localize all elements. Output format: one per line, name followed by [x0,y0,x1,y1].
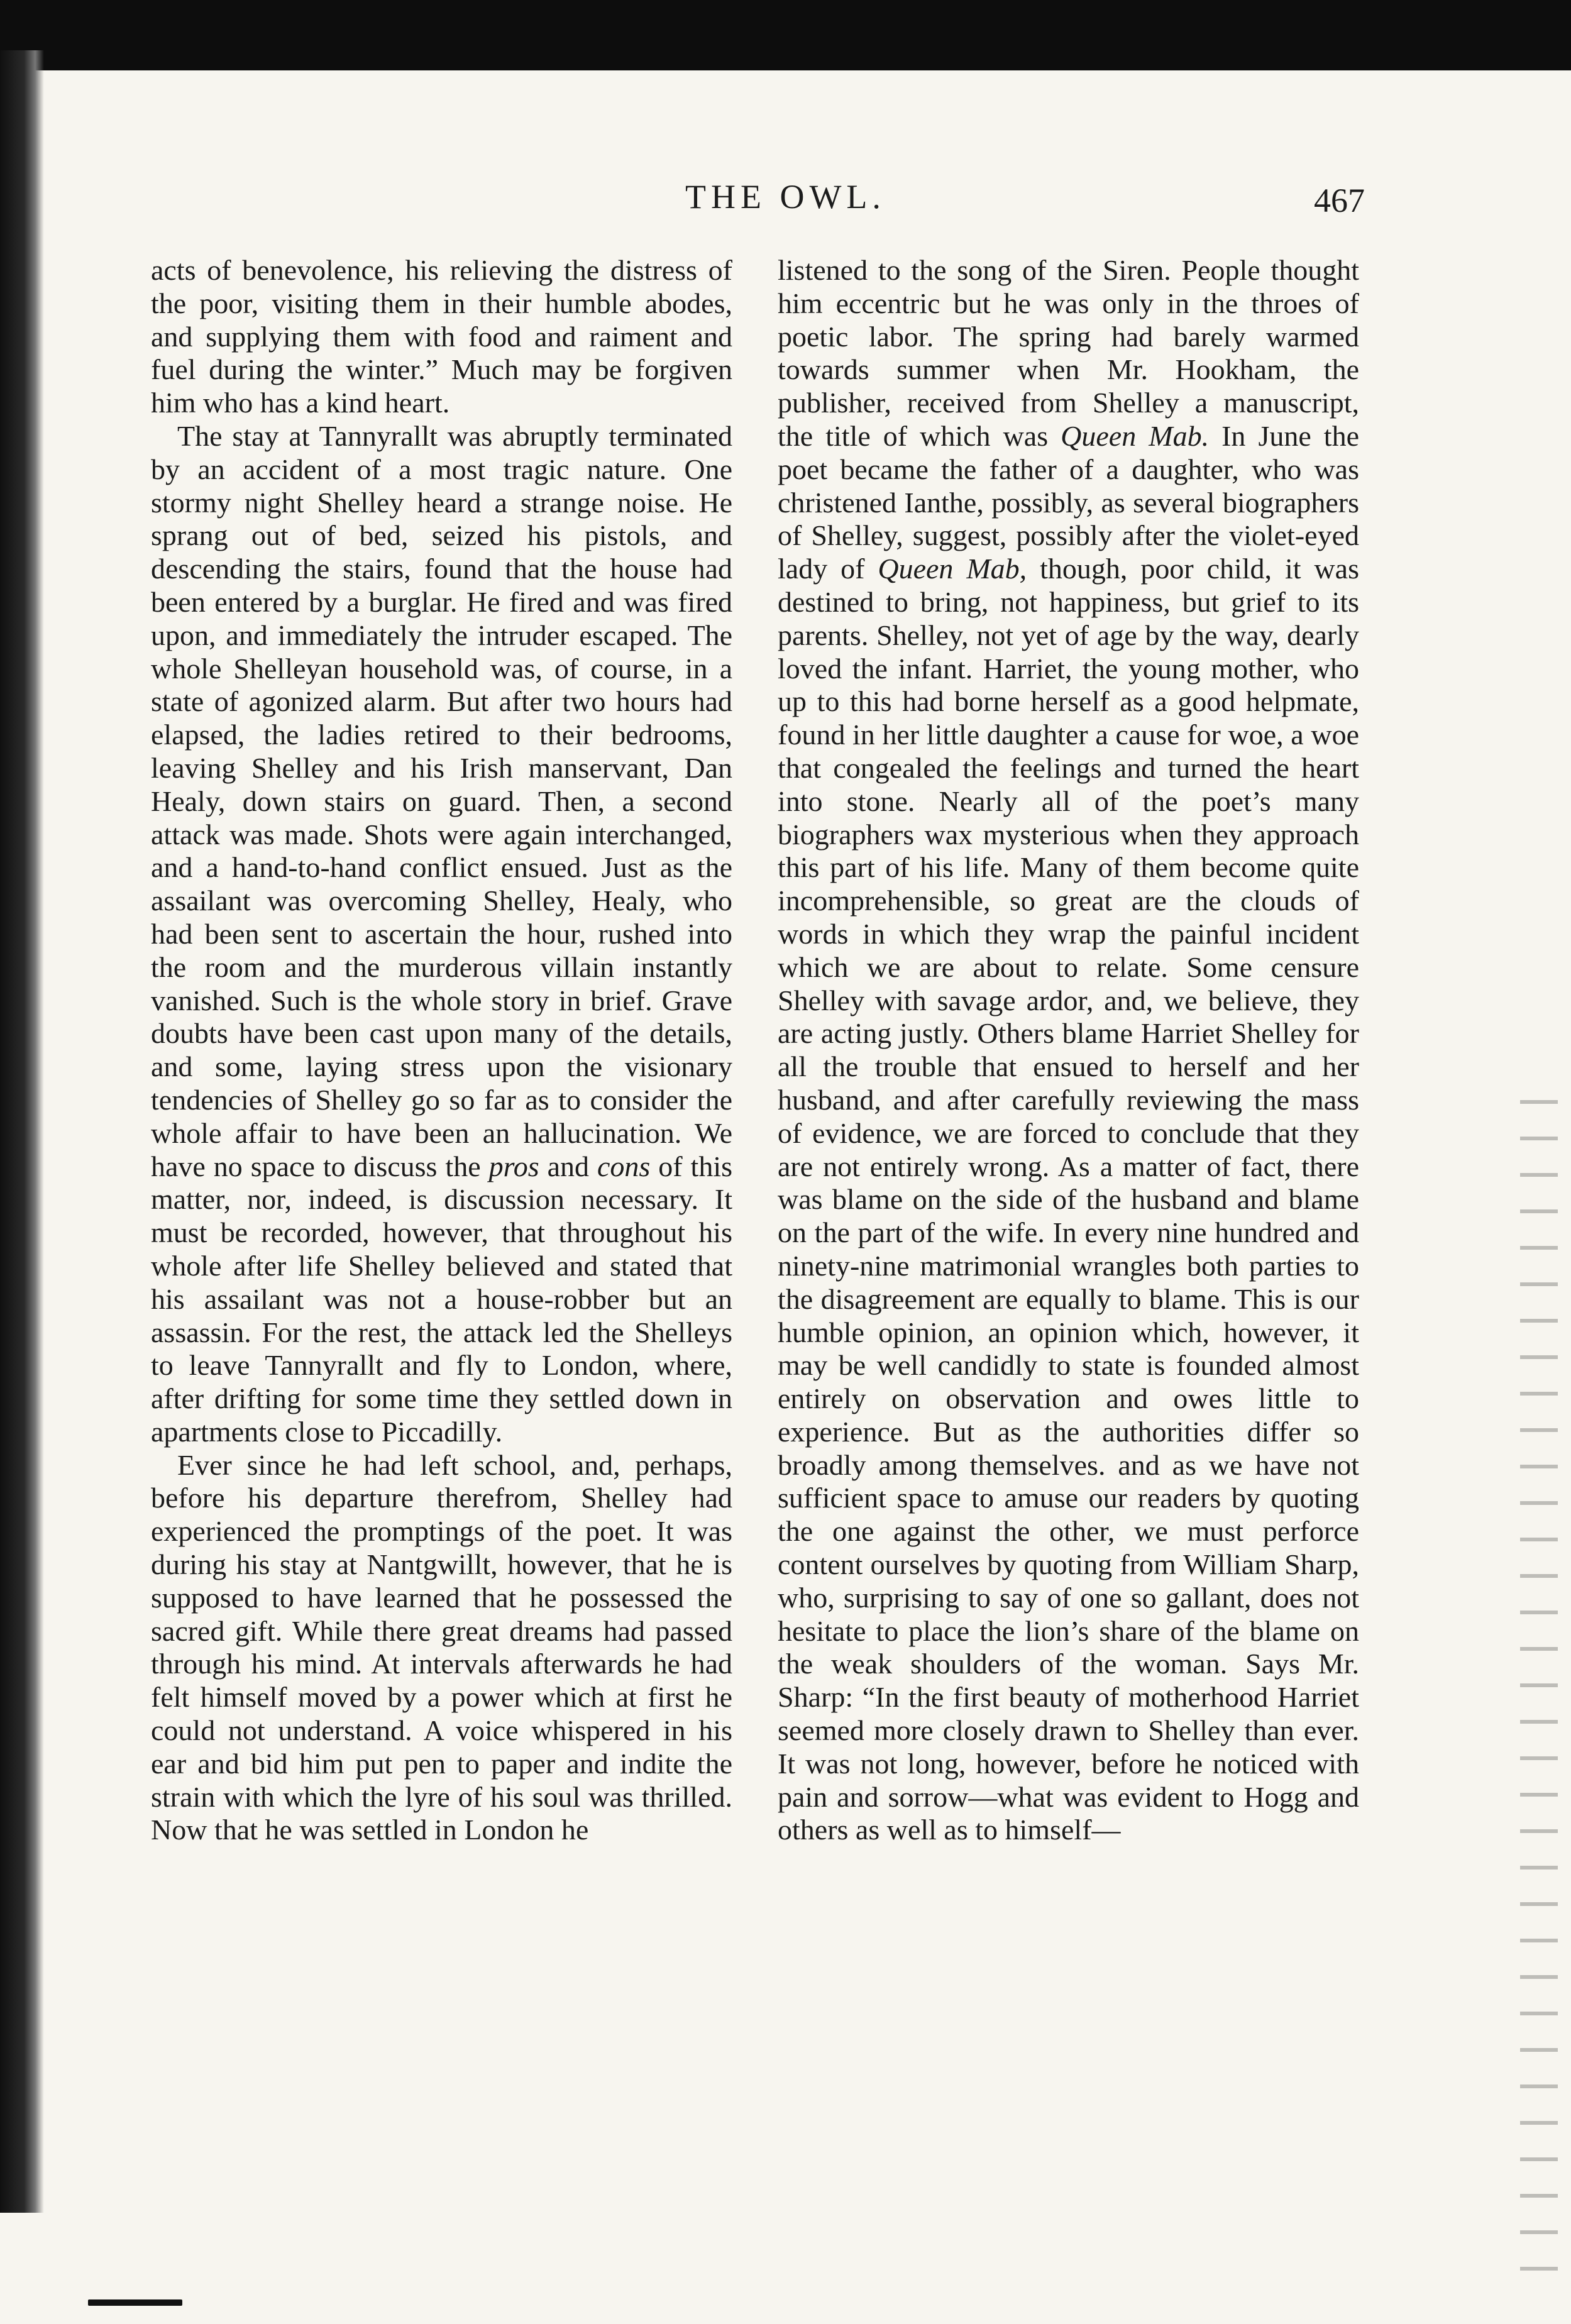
text-run: Ever since he had left school, and, perhaps, before his departure therefrom, Shelley had experienced the promptings of the poet. It was during his stay at Nantgwillt, however, that he is supposed to have learned that he possessed the sacred gift. While there great dreams had passed through his mind. At intervals afterwards he had felt himself moved by a power which at first he could not understand. A voice whispered in his ear and bid him put pen to paper and indite the strain with which the lyre of his soul was thrilled. Now that he was settled in London he [151,1448,732,1846]
paragraph [151,420,732,1449]
scan-top-border [0,0,1571,70]
italic-text: pros [488,1150,539,1182]
scan-bottom-mark [88,2299,182,2306]
text-run: acts of benevolence, his relieving the distress of the poor, visiting them in their humble abodes, and supplying them with food and raiment and fuel during the winter.” Much may be forgiven him who has a kind heart. [151,254,732,419]
text-run: though, poor child, it was destined to bring, not happiness, but grief to its parents. Shelley, not yet of age by the way, dearly loved the infant. Harriet, the young mother, who up to this had borne herself as a good helpmate, found in her little daughter a cause for woe, a woe that congealed the feelings and turned the heart into stone. Nearly all of the poet’s many biographers wax mysterious when they approach this part of his life. Many of them become quite incomprehensible, so great are the clouds of words in which they wrap the painful incident which we are about to relate. Some censure Shelley with savage ardor, and, we believe, they are acting justly. Others blame Harriet Shelley for all the trouble that ensued to herself and her husband, and after carefully reviewing the mass of evidence, we are forced to conclude that they are not entirely wrong. As a matter of fact, there was blame on the side of the husband and blame on the part of the wife. In every nine hundred and ninety-nine matrimonial wrangles both parties to the disagreement are equally to blame. This is our humble opinion, an opinion which, however, it may be well candidly to state is founded almost entirely on observation and owes little to experience. But as the authorities differ so broadly among themselves. and as we have not sufficient space to amuse our readers by quoting the one against the other, we must perforce content ourselves by quoting from William Sharp, who, surprising to say of one so gallant, does not hesitate to place the lion’s share of the blame on the weak shoulders of the woman. Says Mr. Sharp: “In the first beauty of motherhood Harriet seemed more closely drawn to Shelley than ever. It was not long, however, before he noticed with pain and sorrow—what was evident to Hogg and others as well as to himself— [778,553,1360,1846]
text-run: The stay at Tannyrallt was abruptly terminated by an accident of a most tragic nature. One stormy night Shelley heard a strange noise. He sprang out of bed, seized his pistols, and descending the stairs, found that the house had been entered by a burglar. He fired and was fired upon, and immediately the intruder escaped. The whole Shelleyan household was, of course, in a state of agonized alarm. But after two hours had elapsed, the ladies retired to their bedrooms, leaving Shelley and his Irish manservant, Dan Healy, down stairs on guard. Then, a second attack was made. Shots were again interchanged, and a hand-to-hand conflict ensued. Just as the assailant was overcoming Shelley, Healy, who had been sent to ascertain the hour, rushed into the room and the murderous villain instantly vanished. Such is the whole story in brief. Grave doubts have been cast upon many of the details, and some, laying stress upon the visionary tendencies of Shelley go so far as to consider the whole affair to have been an hallucination. We have no space to discuss the [151,419,732,1182]
paragraph [778,254,1359,1847]
text-run: of this matter, nor, indeed, is discussion necessary. It must be recorded, however, that throughout his whole after life Shelley believed and stated that his assailant was not a house-robber but an assassin. For the rest, the attack led the Shelleys to leave Tannyrallt and fly to London, where, after drifting for some time they settled down in apartments close to Piccadilly. [151,1150,733,1448]
scan-left-binding-shadow [0,50,44,2213]
page-number: 467 [1314,182,1365,219]
italic-text: Queen Mab. [1061,419,1210,452]
right-text-column [778,254,1359,1847]
scan-right-edge-specks [1520,1100,1558,2294]
text-run: listened to the song of the Siren. People thought him eccentric but he was only in the throes of poetic labor. The spring had barely warmed towards summer when Mr. Hookham, the publisher, received from Shelley a manuscript, the title of which was [778,254,1359,452]
left-text-column [151,254,732,1847]
text-run: and [539,1150,597,1182]
text-run: In June the poet became the father of a daughter, who was christened Ianthe, possibly, as several biographers of Shelley, suggest, possibly after the violet-eyed lady of [778,419,1360,585]
paragraph [151,1449,732,1848]
italic-text: Queen Mab, [878,553,1027,585]
running-title: THE OWL. [685,178,886,216]
paragraph [151,254,732,420]
italic-text: cons [597,1150,651,1182]
